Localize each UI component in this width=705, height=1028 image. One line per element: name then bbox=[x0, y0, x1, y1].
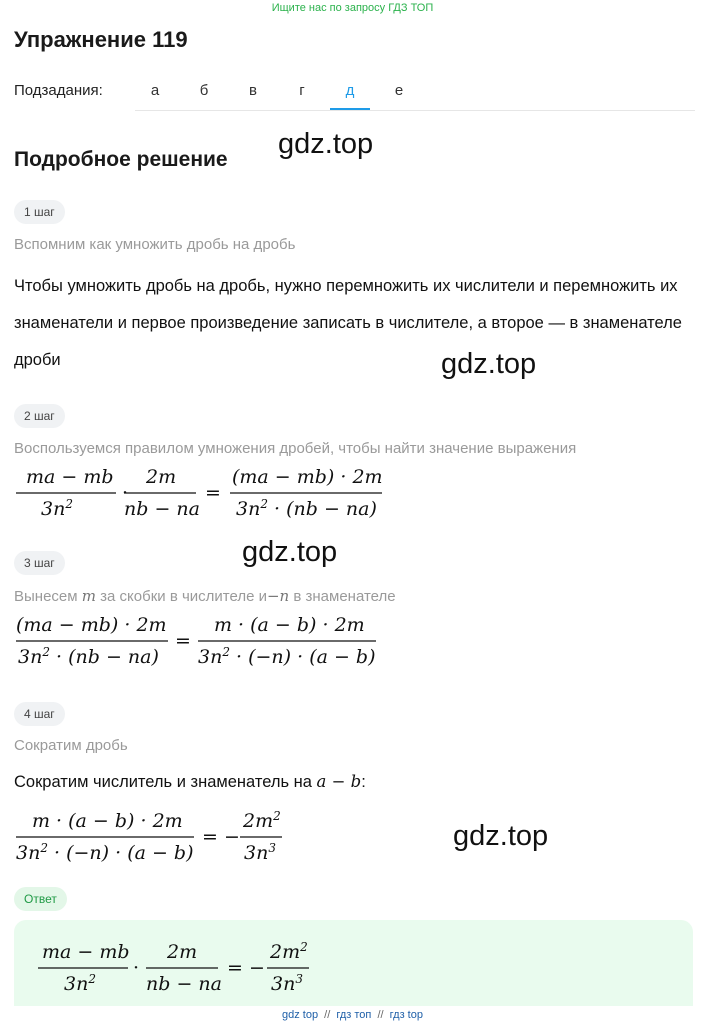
svg-text:3n2: $3n^2$ bbox=[64, 972, 96, 995]
page-title: Упражнение 119 bbox=[14, 27, 188, 52]
formula-step3 bbox=[10, 608, 390, 672]
footer-link[interactable]: gdz top bbox=[282, 1009, 319, 1021]
footer-separator: // bbox=[377, 1009, 384, 1021]
svg-text:= −: = − bbox=[202, 826, 240, 848]
text-var: a − b bbox=[316, 772, 362, 791]
svg-text:·: · bbox=[133, 957, 140, 979]
footer-link[interactable]: гдз top bbox=[389, 1009, 423, 1021]
watermark: gdz.top bbox=[453, 820, 549, 852]
step-badge: 2 шаг bbox=[14, 404, 65, 428]
subtasks-label: Подзадания: bbox=[14, 82, 103, 99]
tab-v[interactable]: в bbox=[249, 82, 257, 99]
footer-link[interactable]: гдз топ bbox=[336, 1009, 372, 1021]
footer-separator: // bbox=[324, 1009, 331, 1021]
svg-text:3n2 · (nb − na): $3n^2 \cdot (nb - na)$ bbox=[236, 497, 377, 520]
hint-pre: Вынесем bbox=[14, 588, 78, 605]
svg-text:m · (a − b) · 2m: m · (a − b) · 2m bbox=[32, 810, 183, 832]
svg-text:nb − na: nb − na bbox=[124, 498, 200, 520]
step-badge: 4 шаг bbox=[14, 702, 65, 726]
watermark: gdz.top bbox=[441, 348, 537, 380]
svg-text:3n2: $3n^2$ bbox=[41, 497, 73, 520]
step-badge: 3 шаг bbox=[14, 551, 65, 575]
step-hint bbox=[14, 587, 396, 605]
answer-badge: Ответ bbox=[14, 887, 67, 911]
svg-text:3n3: $3n^3$ bbox=[271, 972, 303, 995]
top-search-link[interactable]: Ищите нас по запросу ГДЗ ТОП bbox=[271, 2, 434, 14]
svg-text:=: = bbox=[205, 482, 221, 504]
svg-text:3n2 · (nb − na): $3n^2 \cdot (nb - na)$ bbox=[18, 645, 159, 668]
svg-text:nb − na: nb − na bbox=[146, 973, 222, 995]
tab-e[interactable]: е bbox=[394, 82, 404, 99]
hint-var: m bbox=[81, 587, 96, 605]
svg-text:3n2 · (−n) · (a − b): $3n^2 \cdot (-n) \cdot (a - b)$ bbox=[16, 841, 194, 864]
text-pre: Сократим числитель и знаменатель на bbox=[14, 773, 312, 791]
svg-text:ma − mb: ma − mb bbox=[42, 941, 130, 963]
svg-text:3n3: $3n^3$ bbox=[244, 841, 276, 864]
watermark: gdz.top bbox=[278, 128, 374, 160]
svg-text:2m2: $2m^2$ bbox=[270, 940, 308, 963]
svg-text:=: = bbox=[175, 630, 191, 652]
tab-b[interactable]: б bbox=[199, 82, 209, 99]
svg-text:3n2 · (−n) · (a − b): $3n^2 \cdot (-n) \cdot (a - b)$ bbox=[198, 645, 376, 668]
step-hint: Воспользуемся правилом умножения дробей, чтобы найти значение выражения bbox=[14, 440, 577, 457]
watermark: gdz.top bbox=[242, 536, 338, 568]
formula-step2 bbox=[10, 460, 390, 524]
step-text bbox=[14, 772, 366, 792]
hint-post: в знаменателе bbox=[293, 588, 396, 605]
svg-text:·: · bbox=[122, 482, 129, 504]
answer-box bbox=[14, 920, 693, 1006]
tab-d[interactable]: д bbox=[330, 72, 370, 110]
tab-a[interactable]: а bbox=[150, 82, 160, 99]
footer-links bbox=[0, 1009, 705, 1021]
svg-text:= −: = − bbox=[227, 957, 265, 979]
tab-g[interactable]: г bbox=[299, 82, 305, 99]
svg-text:2m: 2m bbox=[146, 466, 177, 488]
svg-text:(ma − mb) · 2m: (ma − mb) · 2m bbox=[16, 614, 167, 636]
svg-text:2m2: $2m^2$ bbox=[243, 809, 281, 832]
step-hint: Вспомним как умножить дробь на дробь bbox=[14, 236, 296, 253]
subtask-tabs bbox=[135, 72, 695, 111]
formula-answer bbox=[36, 934, 336, 1000]
hint-mid: за скобки в числителе и bbox=[100, 588, 267, 605]
formula-step4 bbox=[10, 800, 310, 864]
svg-text:(ma − mb) · 2m: (ma − mb) · 2m bbox=[232, 466, 383, 488]
step-hint: Сократим дробь bbox=[14, 737, 128, 754]
step-badge: 1 шаг bbox=[14, 200, 65, 224]
solution-heading: Подробное решение bbox=[14, 148, 228, 171]
svg-text:2m: 2m bbox=[167, 941, 198, 963]
text-post: : bbox=[361, 773, 366, 791]
step-text: Чтобы умножить дробь на дробь, нужно перемножить их числители и перемножить их знаменатели и первое произведение записать в числителе, а второе — в знаменателе дроби bbox=[14, 277, 682, 369]
svg-text:m · (a − b) · 2m: m · (a − b) · 2m bbox=[214, 614, 365, 636]
hint-var: −n bbox=[266, 587, 290, 605]
svg-text:ma − mb: ma − mb bbox=[26, 466, 114, 488]
